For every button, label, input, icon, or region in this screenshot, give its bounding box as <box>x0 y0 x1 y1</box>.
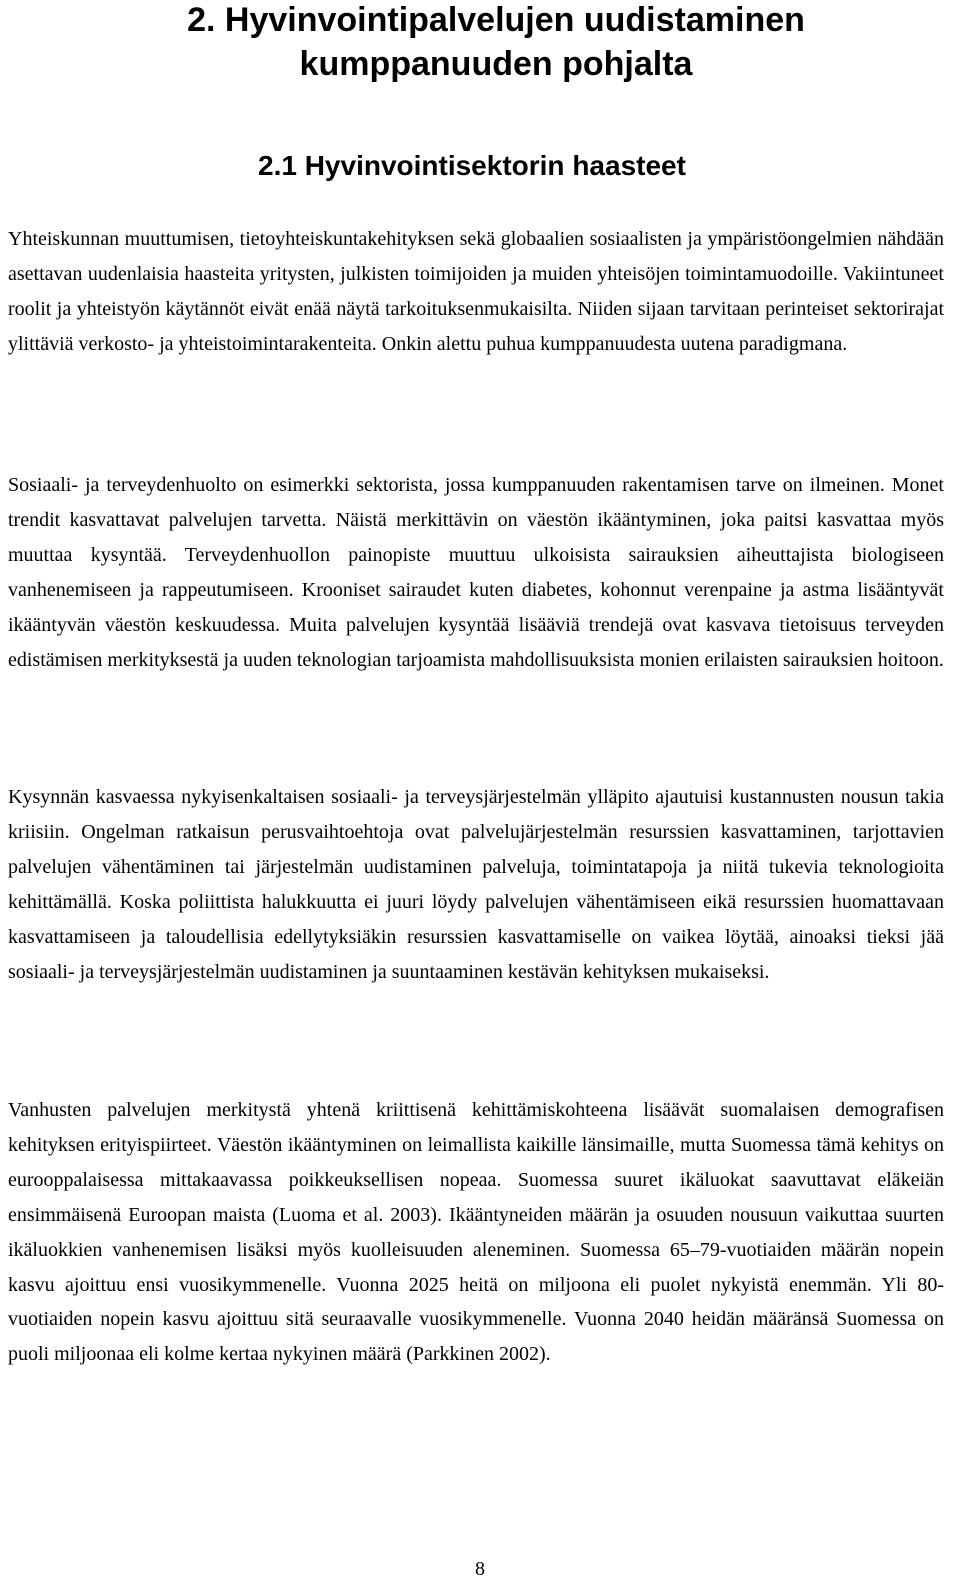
chapter-title <box>116 0 876 86</box>
page-number: 8 <box>475 1558 485 1580</box>
paragraph: Kysynnän kasvaessa nykyisenkaltaisen sosiaali- ja terveysjärjestelmän ylläpito ajautuisi kustannusten nousun takia kriisiin. Ongelman ratkaisun perusvaihtoehtoja ovat palvelujärjestelmän resurssien kasvattaminen, tarjottavien palvelujen vähentäminen tai järjestelmän uudistaminen palveluja, toimintatapoja ja niitä tukevia teknologioita kehittämällä. Koska poliittista halukkuutta ei juuri löydy palvelujen vähentämiseen eikä resurssien huomattavaan kasvattamiseen ja taloudellisia edellytyksiäkin resurssien kasvattamiselle on vaikea löytää, ainoaksi tieksi jää sosiaali- ja terveysjärjestelmän uudistaminen ja suuntaaminen kestävän kehityksen mukaiseksi. <box>8 786 944 983</box>
chapter-title-line-1: 2. Hyvinvointipalvelujen uudistaminen <box>187 1 805 39</box>
paragraph: Sosiaali- ja terveydenhuolto on esimerkki sektorista, jossa kumppanuuden rakentamisen tarve on ilmeinen. Monet trendit kasvattavat palvelujen tarvetta. Näistä merkittävin on väestön ikääntyminen, joka paitsi kasvattaa myös muuttaa kysyntää. Terveydenhuollon painopiste muuttuu ulkoisista sairauksien aiheuttajista biologiseen vanhenemiseen ja rappeutumiseen. Krooniset sairaudet kuten diabetes, kohonnut verenpaine ja astma lisääntyvät ikääntyvän väestön keskuudessa. Muita palvelujen kysyntää lisääviä trendejä ovat kasvava tietoisuus terveyden edistämisen merkityksestä ja uuden teknologian tarjoamista mahdollisuuksista monien erilaisten sairauksien hoitoon. <box>8 474 944 671</box>
paragraph: Yhteiskunnan muuttumisen, tietoyhteiskuntakehityksen sekä globaalien sosiaalisten ja ympäristöongelmien nähdään asettavan uudenlaisia haasteita yritysten, julkisten toimijoiden ja muiden yhteisöjen toimintamuodoille. Vakiintuneet roolit ja yhteistyön käytännöt eivät enää näytä tarkoituksenmukaisilta. Niiden sijaan tarvitaan perinteiset sektorirajat ylittäviä verkosto- ja yhteistoimintarakenteita. Onkin alettu puhua kumppanuudesta uutena paradigmana. <box>8 228 944 355</box>
section-title: 2.1 Hyvinvointisektorin haasteet <box>258 150 686 181</box>
chapter-title-line-2: kumppanuuden pohjalta <box>299 45 693 83</box>
paragraph: Vanhusten palvelujen merkitystä yhtenä kriittisenä kehittämiskohteena lisäävät suomalaisen demografisen kehityksen erityispiirteet. Väestön ikääntyminen on leimallista kaikille länsimaille, mutta Suomessa tämä kehitys on eurooppalaisessa mittakaavassa poikkeuksellisen nopeaa. Suomessa suuret ikäluokat saavuttavat eläkeiän ensimmäisenä Euroopan maista (Luoma et al. 2003). Ikääntyneiden määrän ja osuuden nousuun vaikuttaa suurten ikäluokkien vanhenemisen lisäksi myös kuolleisuuden aleneminen. Suomessa 65–79-vuotiaiden määrän nopein kasvu ajoittuu ensi vuosikymmenelle. Vuonna 2025 heitä on miljoona eli puolet nykyistä enemmän. Yli 80-vuotiaiden nopein kasvu ajoittuu sitä seuraavalle vuosikymmenelle. Vuonna 2040 heidän määränsä Suomessa on puoli miljoonaa eli kolme kertaa nykyinen määrä (Parkkinen 2002). <box>8 1099 944 1366</box>
